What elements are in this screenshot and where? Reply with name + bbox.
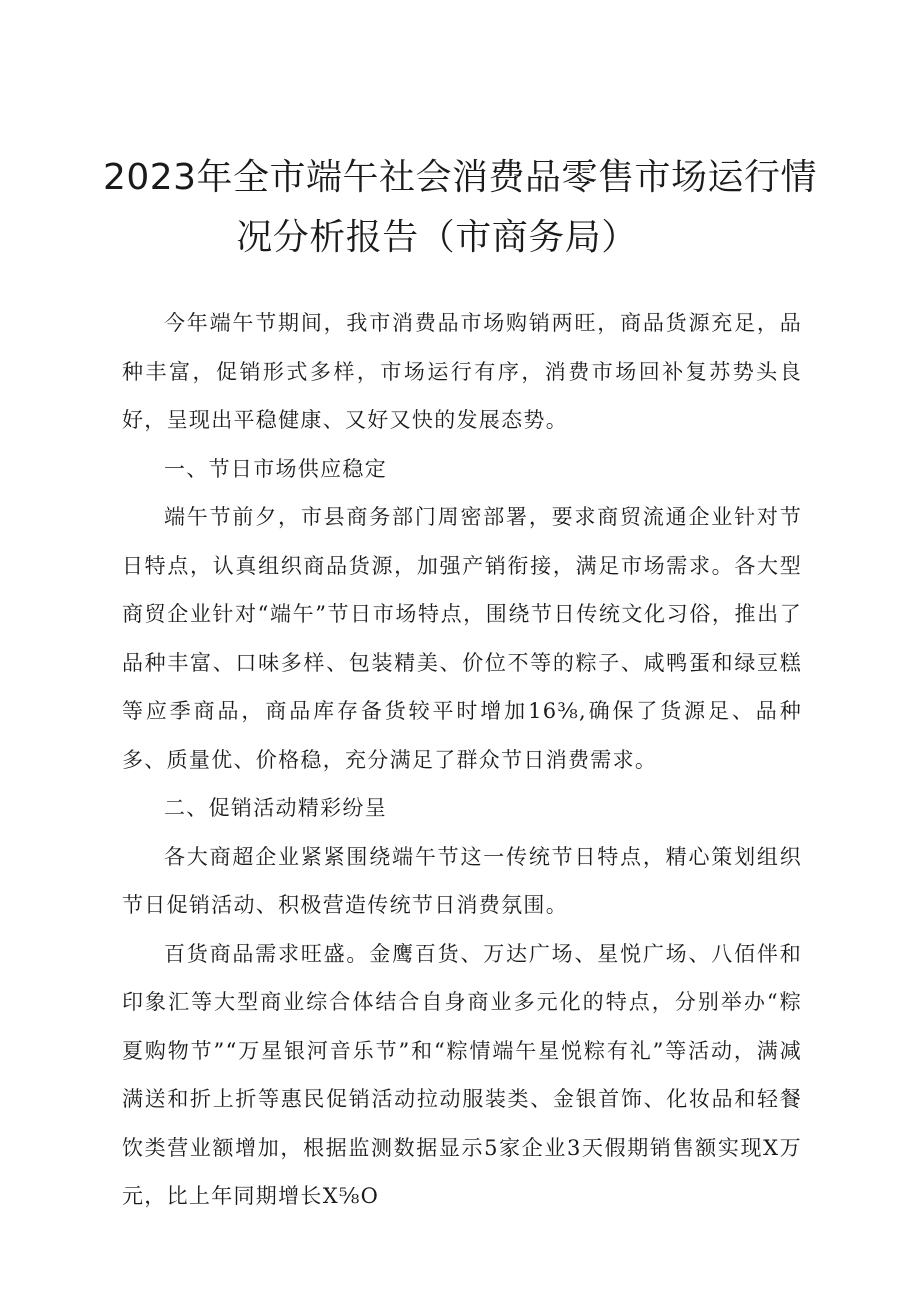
body-paragraph: 各大商超企业紧紧围绕端午节这一传统节日特点，精心策划组织节日促销活动、积极营造传统节日消费氛围。 <box>122 844 802 917</box>
document-title-line-1: 2023年全市端午社会消费品零售市场运行情 <box>102 157 818 198</box>
document-body <box>122 299 802 1221</box>
body-paragraph: 今年端午节期间，我市消费品市场购销两旺，商品货源充足，品种丰富，促销形式多样，市场运行有序，消费市场回补复苏势头良好，呈现出平稳健康、又好又快的发展态势。 <box>122 311 802 432</box>
document-title-line-2: 况分析报告（市商务局） <box>236 217 638 258</box>
section-heading: 一、节日市场供应稳定 <box>164 456 387 481</box>
body-paragraph: 百货商品需求旺盛。金鹰百货、万达广场、星悦广场、八佰伴和印象汇等大型商业综合体结合自身商业多元化的特点，分别举办“粽夏购物节”“万星银河音乐节”和“粽情端午星悦粽有礼”等活动，满减满送和折上折等惠民促销活动拉动服装类、金银首饰、化妆品和轻餐饮类营业额增加，根据监测数据显示5家企业3天假期销售额实现X万元，比上年同期增长X⅝O <box>122 941 802 1208</box>
body-paragraph: 端午节前夕，市县商务部门周密部署，要求商贸流通企业针对节日特点，认真组织商品货源，加强产销衔接，满足市场需求。各大型商贸企业针对“端午”节日市场特点，围绕节日传统文化习俗，推出了品种丰富、口味多样、包装精美、价位不等的粽子、咸鸭蛋和绿豆糕等应季商品，商品库存备货较平时增加16⅜,确保了货源足、品种多、质量优、价格稳，充分满足了群众节日消费需求。 <box>122 505 802 772</box>
section-heading: 二、促销活动精彩纷呈 <box>164 796 387 820</box>
